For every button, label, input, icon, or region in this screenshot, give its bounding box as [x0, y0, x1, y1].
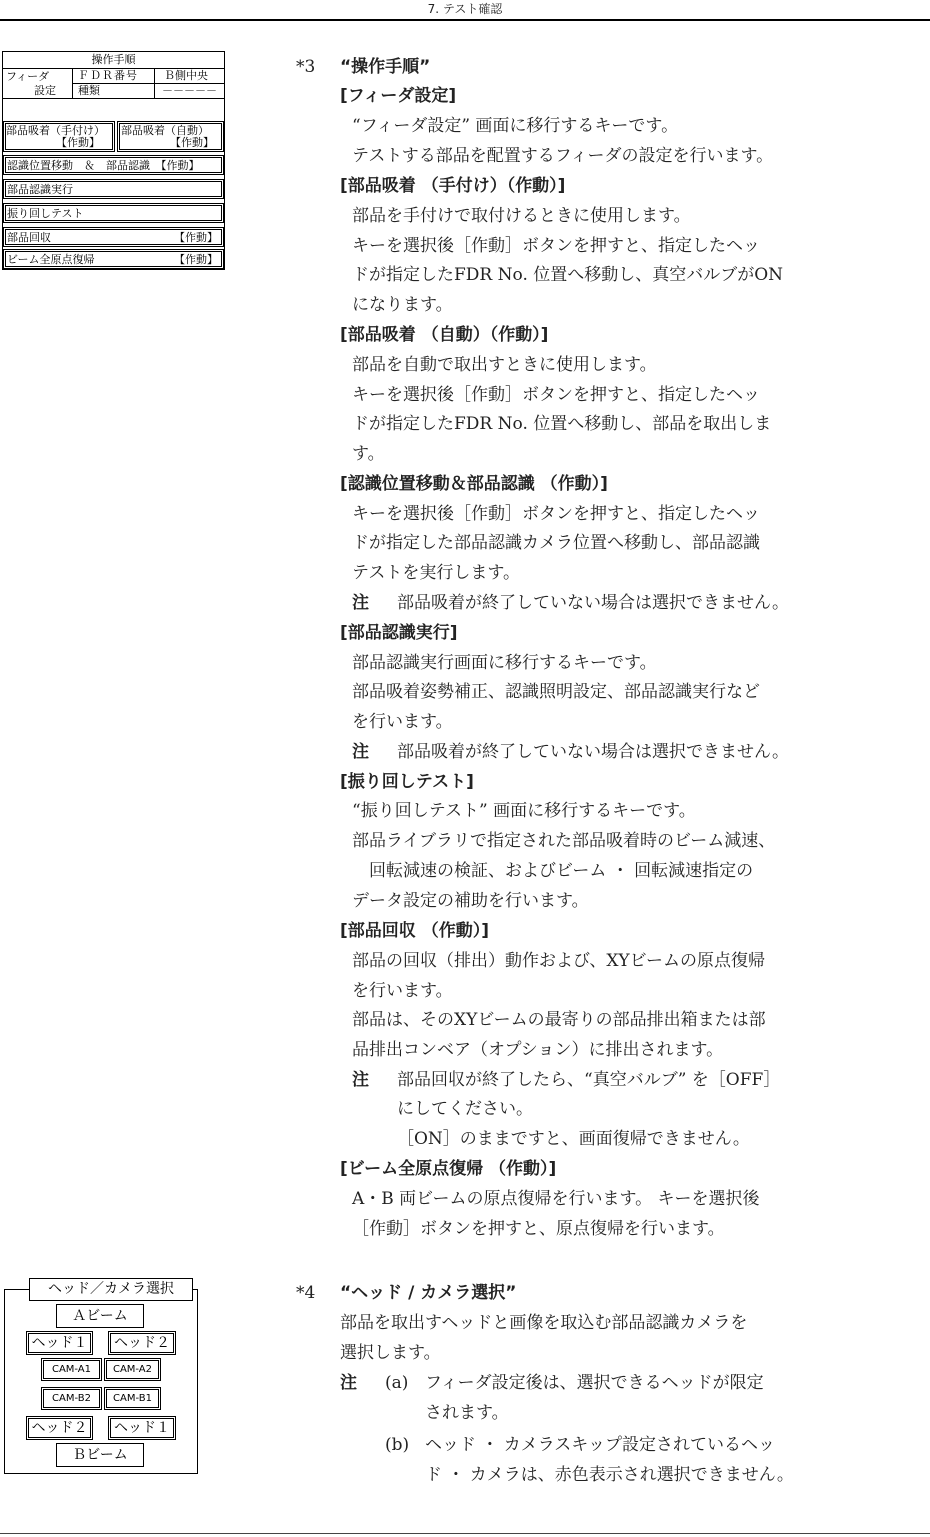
panel-title: ヘッド／カメラ選択 [29, 1278, 193, 1301]
fdr-number-label: ＦＤＲ番号 [78, 69, 138, 82]
item-line: “フィーダ設定” 画面に移行するキーです。 [352, 116, 679, 136]
item-line: “振り回しテスト” 画面に移行するキーです。 [352, 801, 696, 821]
item-line: ドが指定した部品認識カメラ位置へ移動し、部品認識 [352, 533, 760, 553]
item-line: A・B 両ビームの原点復帰を行います。 キーを選択後 [352, 1189, 760, 1209]
item-heading: [部品認識実行] [340, 623, 458, 643]
head-camera-panel [4, 1276, 198, 1474]
pick-manual-button[interactable]: 部品吸着（手付け） 【作動】 [3, 121, 115, 152]
item-line: を行います。 [352, 712, 453, 732]
pick-auto-button[interactable]: 部品吸着（自動） 【作動】 [117, 121, 224, 152]
item-line: キーを選択後［作動］ボタンを押すと、指定したヘッ [352, 385, 760, 405]
note-text: フィーダ設定後は、選択できるヘッドが限定 [425, 1373, 764, 1393]
item-heading: [部品吸着 （手付け）（作動）] [340, 176, 566, 196]
note-label: 注 [340, 1373, 357, 1393]
item-line: ［作動］ボタンを押すと、原点復帰を行います。 [352, 1219, 725, 1239]
home-button[interactable]: ビーム全原点復帰 【作動】 [3, 249, 224, 269]
item-line: キーを選択後［作動］ボタンを押すと、指定したヘッ [352, 504, 760, 524]
beam-b-label: Ｂビーム [56, 1443, 144, 1467]
item-line: 部品ライブラリで指定された部品吸着時のビーム減速、 [352, 831, 776, 851]
note-text: にしてください。 [397, 1099, 533, 1119]
item-line: 回転減速の検証、およびビーム ・ 回転減速指定の [352, 861, 754, 881]
feeder-label: フィーダ [6, 70, 50, 83]
item-heading: [フィーダ設定] [340, 86, 457, 106]
item-line: を行います。 [352, 981, 453, 1001]
beam-a-label: Ａビーム [56, 1304, 144, 1328]
item-line: 部品吸着姿勢補正、認識照明設定、部品認識実行など [352, 682, 760, 702]
note-text: されます。 [425, 1403, 509, 1423]
item-line: す。 [352, 444, 385, 464]
note-text: 部品回収が終了したら、“真空バルブ” を［OFF］ [397, 1070, 781, 1090]
note-tag: (b) [385, 1435, 410, 1455]
item-line: キーを選択後［作動］ボタンを押すと、指定したヘッ [352, 236, 760, 256]
item-line: 部品を手付けで取付けるときに使用します。 [352, 206, 691, 226]
header-rule [0, 19, 930, 21]
note-text: ヘッド ・ カメラスキップ設定されているヘッ [425, 1435, 775, 1455]
note-text: ド ・ カメラは、赤色表示され選択できません。 [425, 1465, 794, 1485]
type-label: 種類 [78, 84, 100, 97]
item-line: 品排出コンベア（オプション）に排出されます。 [352, 1040, 724, 1060]
item-line: ドが指定したFDR No. 位置へ移動し、真空バルブがON [352, 265, 784, 285]
cam-a2-button[interactable]: CAM-A2 [104, 1358, 161, 1381]
item-line: になります。 [352, 295, 453, 315]
note-label: 注 [352, 1070, 369, 1090]
note-label: 注 [352, 593, 369, 613]
chapter-title: 7. テスト確認 [427, 2, 503, 16]
note-label: 注 [352, 742, 369, 762]
note-text: ［ON］のままですと、画面復帰できません。 [397, 1129, 750, 1149]
item-heading: [部品吸着 （自動）（作動）] [340, 325, 549, 345]
item-line: データ設定の補助を行います。 [352, 891, 589, 911]
head1-top-button[interactable]: ヘッド１ [26, 1331, 93, 1355]
item-line: 部品の回収（排出）動作および、XYビームの原点復帰 [352, 951, 765, 971]
swing-test-button[interactable]: 振り回しテスト [3, 203, 224, 223]
section4-line: 部品を取出すヘッドと画像を取込む部品認識カメラを [340, 1313, 748, 1333]
item-heading: [部品回収 （作動）] [340, 921, 489, 941]
section3-mark: *3 [296, 57, 316, 77]
page-header [0, 0, 930, 20]
note-text: 部品吸着が終了していない場合は選択できません。 [397, 593, 790, 613]
item-heading: [振り回しテスト] [340, 772, 474, 792]
collect-button[interactable]: 部品回収 【作動】 [3, 227, 224, 247]
fdr-number-value[interactable]: Ｂ側中央 [164, 69, 208, 82]
note-text: 部品吸着が終了していない場合は選択できません。 [397, 742, 790, 762]
head1-bottom-button[interactable]: ヘッド１ [108, 1416, 176, 1440]
item-heading: [認識位置移動＆部品認識 （作動）] [340, 474, 608, 494]
head2-top-button[interactable]: ヘッド２ [108, 1331, 176, 1355]
item-line: ドが指定したFDR No. 位置へ移動し、部品を取出しま [352, 414, 772, 434]
item-heading: [ビーム全原点復帰 （作動）] [340, 1159, 557, 1179]
recog-exec-button[interactable]: 部品認識実行 [3, 179, 224, 199]
section4-mark: *4 [296, 1283, 316, 1303]
section3-title: “操作手順” [340, 57, 431, 77]
item-line: 部品を自動で取出すときに使用します。 [352, 355, 657, 375]
section4-title: “ヘッド / カメラ選択” [340, 1283, 517, 1303]
item-line: テストする部品を配置するフィーダの設定を行います。 [352, 146, 774, 166]
note-tag: (a) [385, 1373, 409, 1393]
operation-procedure-panel [2, 51, 225, 270]
feeder-label-setting: 設定 [34, 84, 56, 97]
section4-line: 選択します。 [340, 1343, 441, 1363]
recog-move-button[interactable]: 認識位置移動 ＆ 部品認識 【作動】 [3, 155, 224, 175]
footer-rule [0, 1533, 930, 1534]
panel-title: 操作手順 [91, 53, 136, 66]
cam-b2-button[interactable]: CAM-B2 [41, 1387, 102, 1410]
item-line: 部品は、そのXYビームの最寄りの部品排出箱または部 [352, 1010, 766, 1030]
type-value: －－－－－ [162, 84, 217, 97]
cam-a1-button[interactable]: CAM-A1 [41, 1358, 102, 1381]
head2-bottom-button[interactable]: ヘッド２ [26, 1416, 93, 1440]
item-line: 部品認識実行画面に移行するキーです。 [352, 653, 657, 673]
cam-b1-button[interactable]: CAM-B1 [104, 1387, 161, 1410]
item-line: テストを実行します。 [352, 563, 520, 583]
